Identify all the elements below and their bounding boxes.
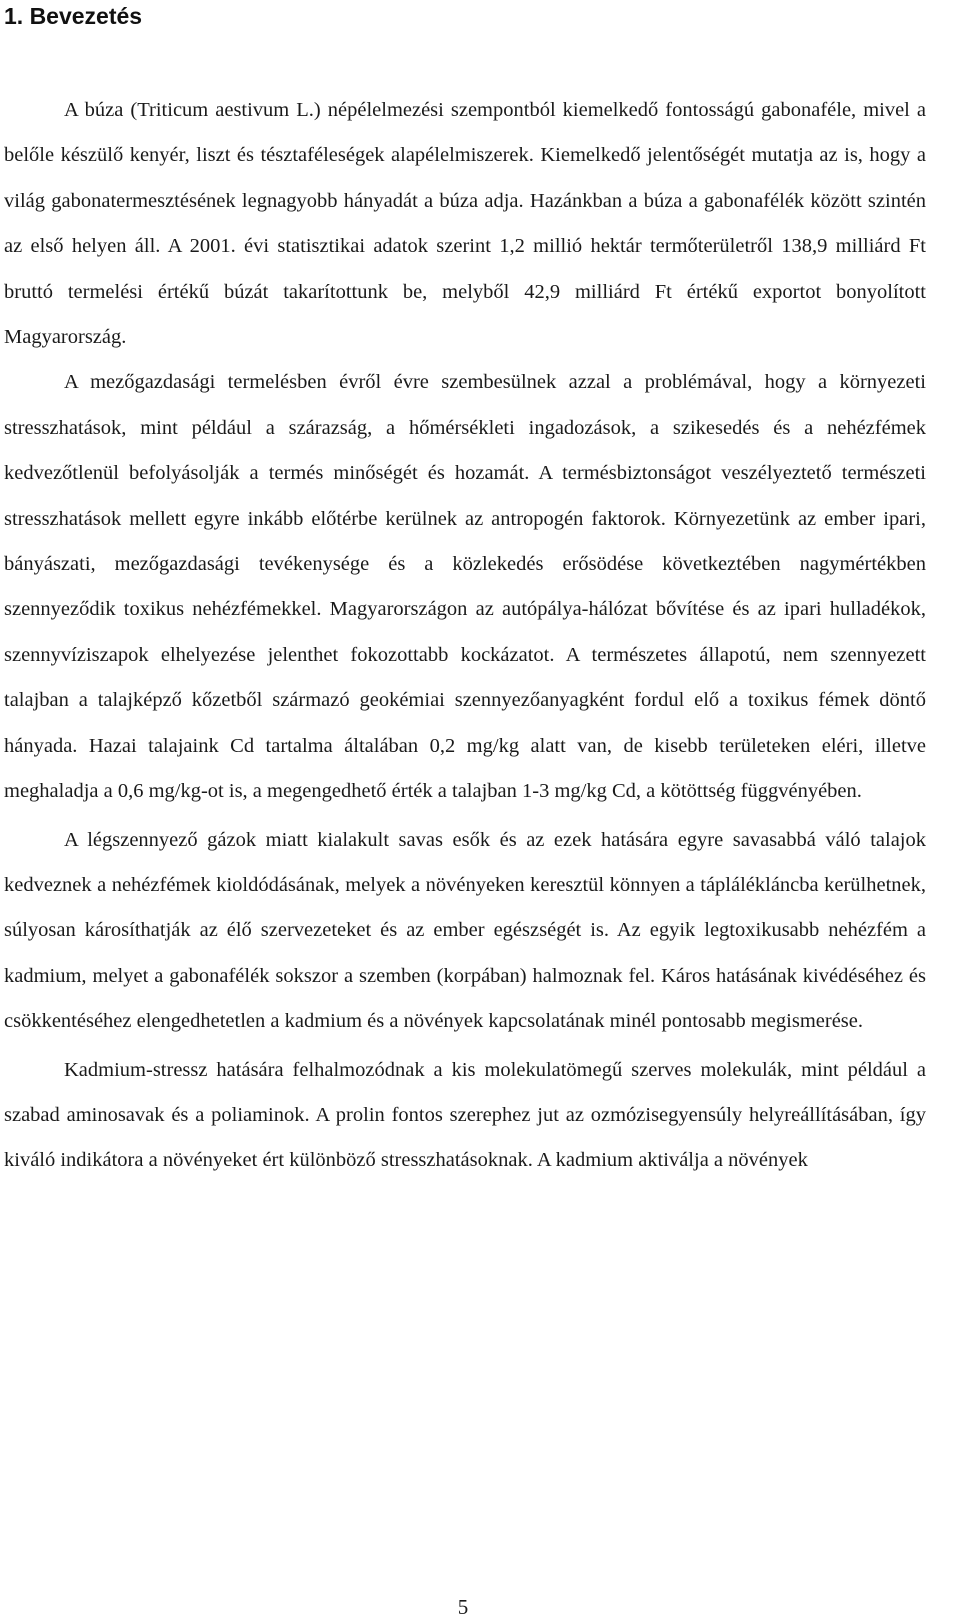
paragraph-4: Kadmium-stressz hatására felhalmozódnak a kis molekulatömegű szerves molekulák, mint például a szabad aminosavak és a poliaminok. A prolin fontos szerephez jut az ozmózisegyensúly helyreállításában, így kiváló indikátora a növényeket ért különböző stresszhatásoknak. A kadmium aktiválja a növények <box>4 1058 926 1172</box>
paragraph-2: A mezőgazdasági termelésben évről évre szembesülnek azzal a problémával, hogy a környezeti stresszhatások, mint például a szárazság, a hőmérsékleti ingadozások, a szikesedés és a nehézfémek kedvezőtlenül befolyásolják a termés minőségét és hozamát. A termésbiztonságot veszélyeztető természeti stresszhatások mellett egyre inkább előtérbe kerülnek az antropogén faktorok. Környezetünk az ember ipari, bányászati, mezőgazdasági tevékenysége és a közlekedés erősödése következtében nagymértékben szennyeződik toxikus nehézfémekkel. Magyarországon az autópálya-hálózat bővítése és az ipari hulladékok, szennyvíziszapok elhelyezése jelenthet fokozottabb kockázatot. A természetes állapotú, nem szennyezett talajban a talajképző kőzetből származó geokémiai szennyezőanyagként fordul elő a toxikus fémek döntő hányada. Hazai talajaink Cd tartalma általában 0,2 mg/kg alatt van, de kisebb területeken eléri, illetve meghaladja a 0,6 mg/kg-ot is, a megengedhető érték a talajban 1-3 mg/kg Cd, a kötöttség függvényében. <box>4 371 926 803</box>
page-number: 5 <box>457 1595 469 1619</box>
section-heading: 1. Bevezetés <box>4 3 143 29</box>
paragraph-3: A légszennyező gázok miatt kialakult savas esők és az ezek hatására egyre savasabbá váló talajok kedveznek a nehézfémek kioldódásának, melyek a növényeken keresztül könnyen a táplálékláncba kerülhetnek, súlyosan károsíthatják az élő szervezeteket és az ember egészségét is. Az egyik legtoxikusabb nehézfém a kadmium, melyet a gabonafélék sokszor a szemben (korpában) halmoznak fel. Káros hatásának kivédéséhez és csökkentéséhez elengedhetetlen a kadmium és a növények kapcsolatának minél pontosabb megismerése. <box>4 828 926 1033</box>
body-text <box>4 88 926 1184</box>
paragraph-1: A búza (Triticum aestivum L.) népélelmezési szempontból kiemelkedő fontosságú gabonaféle, mivel a belőle készülő kenyér, liszt és tésztaféleségek alapélelmiszerek. Kiemelkedő jelentőségét mutatja az is, hogy a világ gabonatermesztésének legnagyobb hányadát a búza adja. Hazánkban a búza a gabonafélék között szintén az első helyen áll. A 2001. évi statisztikai adatok szerint 1,2 millió hektár termőterületről 138,9 milliárd Ft bruttó termelési értékű búzát takarítottunk be, melyből 42,9 milliárd Ft értékű exportot bonyolított Magyarország. <box>4 99 926 349</box>
